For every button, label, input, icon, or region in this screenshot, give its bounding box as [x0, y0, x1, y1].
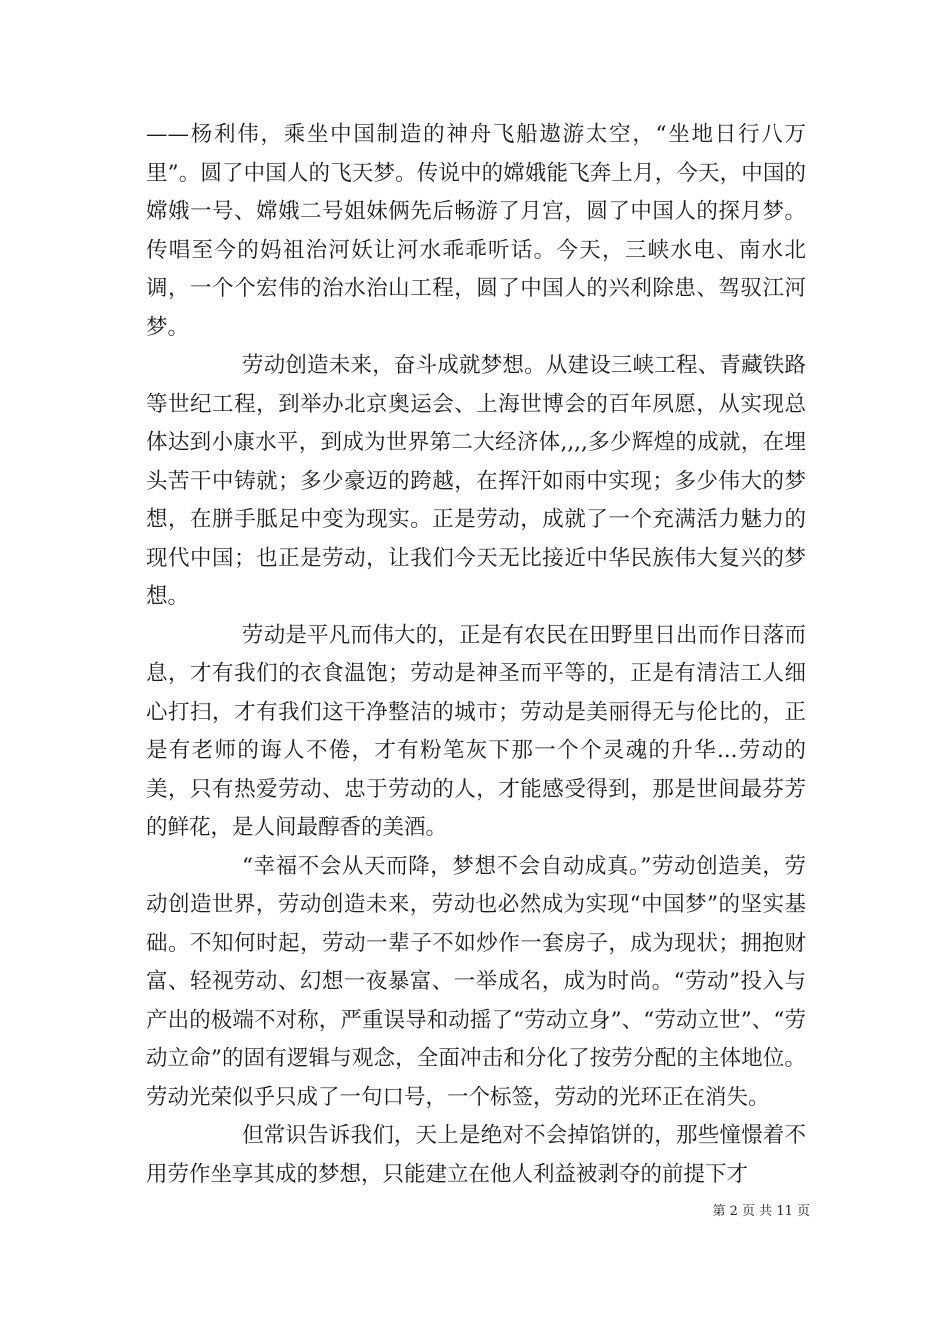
page-number-footer: 第 2 页 共 11 页 — [712, 1204, 810, 1219]
paragraph-1: ——杨利伟，乘坐中国制造的神舟飞船遨游太空，“坐地日行八万里”。圆了中国人的飞天梦。传说中的嫦娥能飞奔上月，今天，中国的嫦娥一号、嫦娥二号姐妹俩先后畅游了月宫，圆了中国人的探月梦。传唱至今的妈祖治河妖让河水乖乖听话。今天，三峡水电、南水北调，一个个宏伟的治水治山工程，圆了中国人的兴利除患、驾驭江河梦。 — [146, 122, 806, 340]
body-text — [146, 116, 806, 1194]
paragraph-3: 劳动是平凡而伟大的，正是有农民在田野里日出而作日落而息，才有我们的衣食温饱；劳动是神圣而平等的，正是有清洁工人细心打扫，才有我们这干净整洁的城市；劳动是美丽得无与伦比的，正是有老师的诲人不倦，才有粉笔灰下那一个个灵魂的升华...劳动的美，只有热爱劳动、忠于劳动的人，才能感受得到，那是世间最芬芳的鲜花，是人间最醇香的美酒。 — [146, 622, 806, 840]
paragraph-4: “幸福不会从天而降，梦想不会自动成真。”劳动创造美，劳动创造世界，劳动创造未来，劳动也必然成为实现“中国梦”的坚实基础。不知何时起，劳动一辈子不如炒作一套房子，成为现状；拥抱财富、轻视劳动、幻想一夜暴富、一举成名，成为时尚。“劳动”投入与产出的极端不对称，严重误导和动摇了“劳动立身”、“劳动立世”、“劳动立命”的固有逻辑与观念，全面冲击和分化了按劳分配的主体地位。劳动光荣似乎只成了一句口号，一个标签，劳动的光环正在消失。 — [146, 853, 806, 1110]
paragraph-2: 劳动创造未来，奋斗成就梦想。从建设三峡工程、青藏铁路等世纪工程，到举办北京奥运会、上海世博会的百年夙愿，从实现总体达到小康水平，到成为世界第二大经济体,,,,多少辉煌的成就，在埋头苦干中铸就；多少豪迈的跨越，在挥汗如雨中实现；多少伟大的梦想，在胼手胝足中变为现实。正是劳动，成就了一个充满活力魅力的现代中国；也正是劳动，让我们今天无比接近中华民族伟大复兴的梦想。 — [146, 353, 806, 609]
paragraph-5: 但常识告诉我们，天上是绝对不会掉馅饼的，那些憧憬着不用劳作坐享其成的梦想，只能建立在他人利益被剥夺的前提下才 — [146, 1123, 806, 1187]
